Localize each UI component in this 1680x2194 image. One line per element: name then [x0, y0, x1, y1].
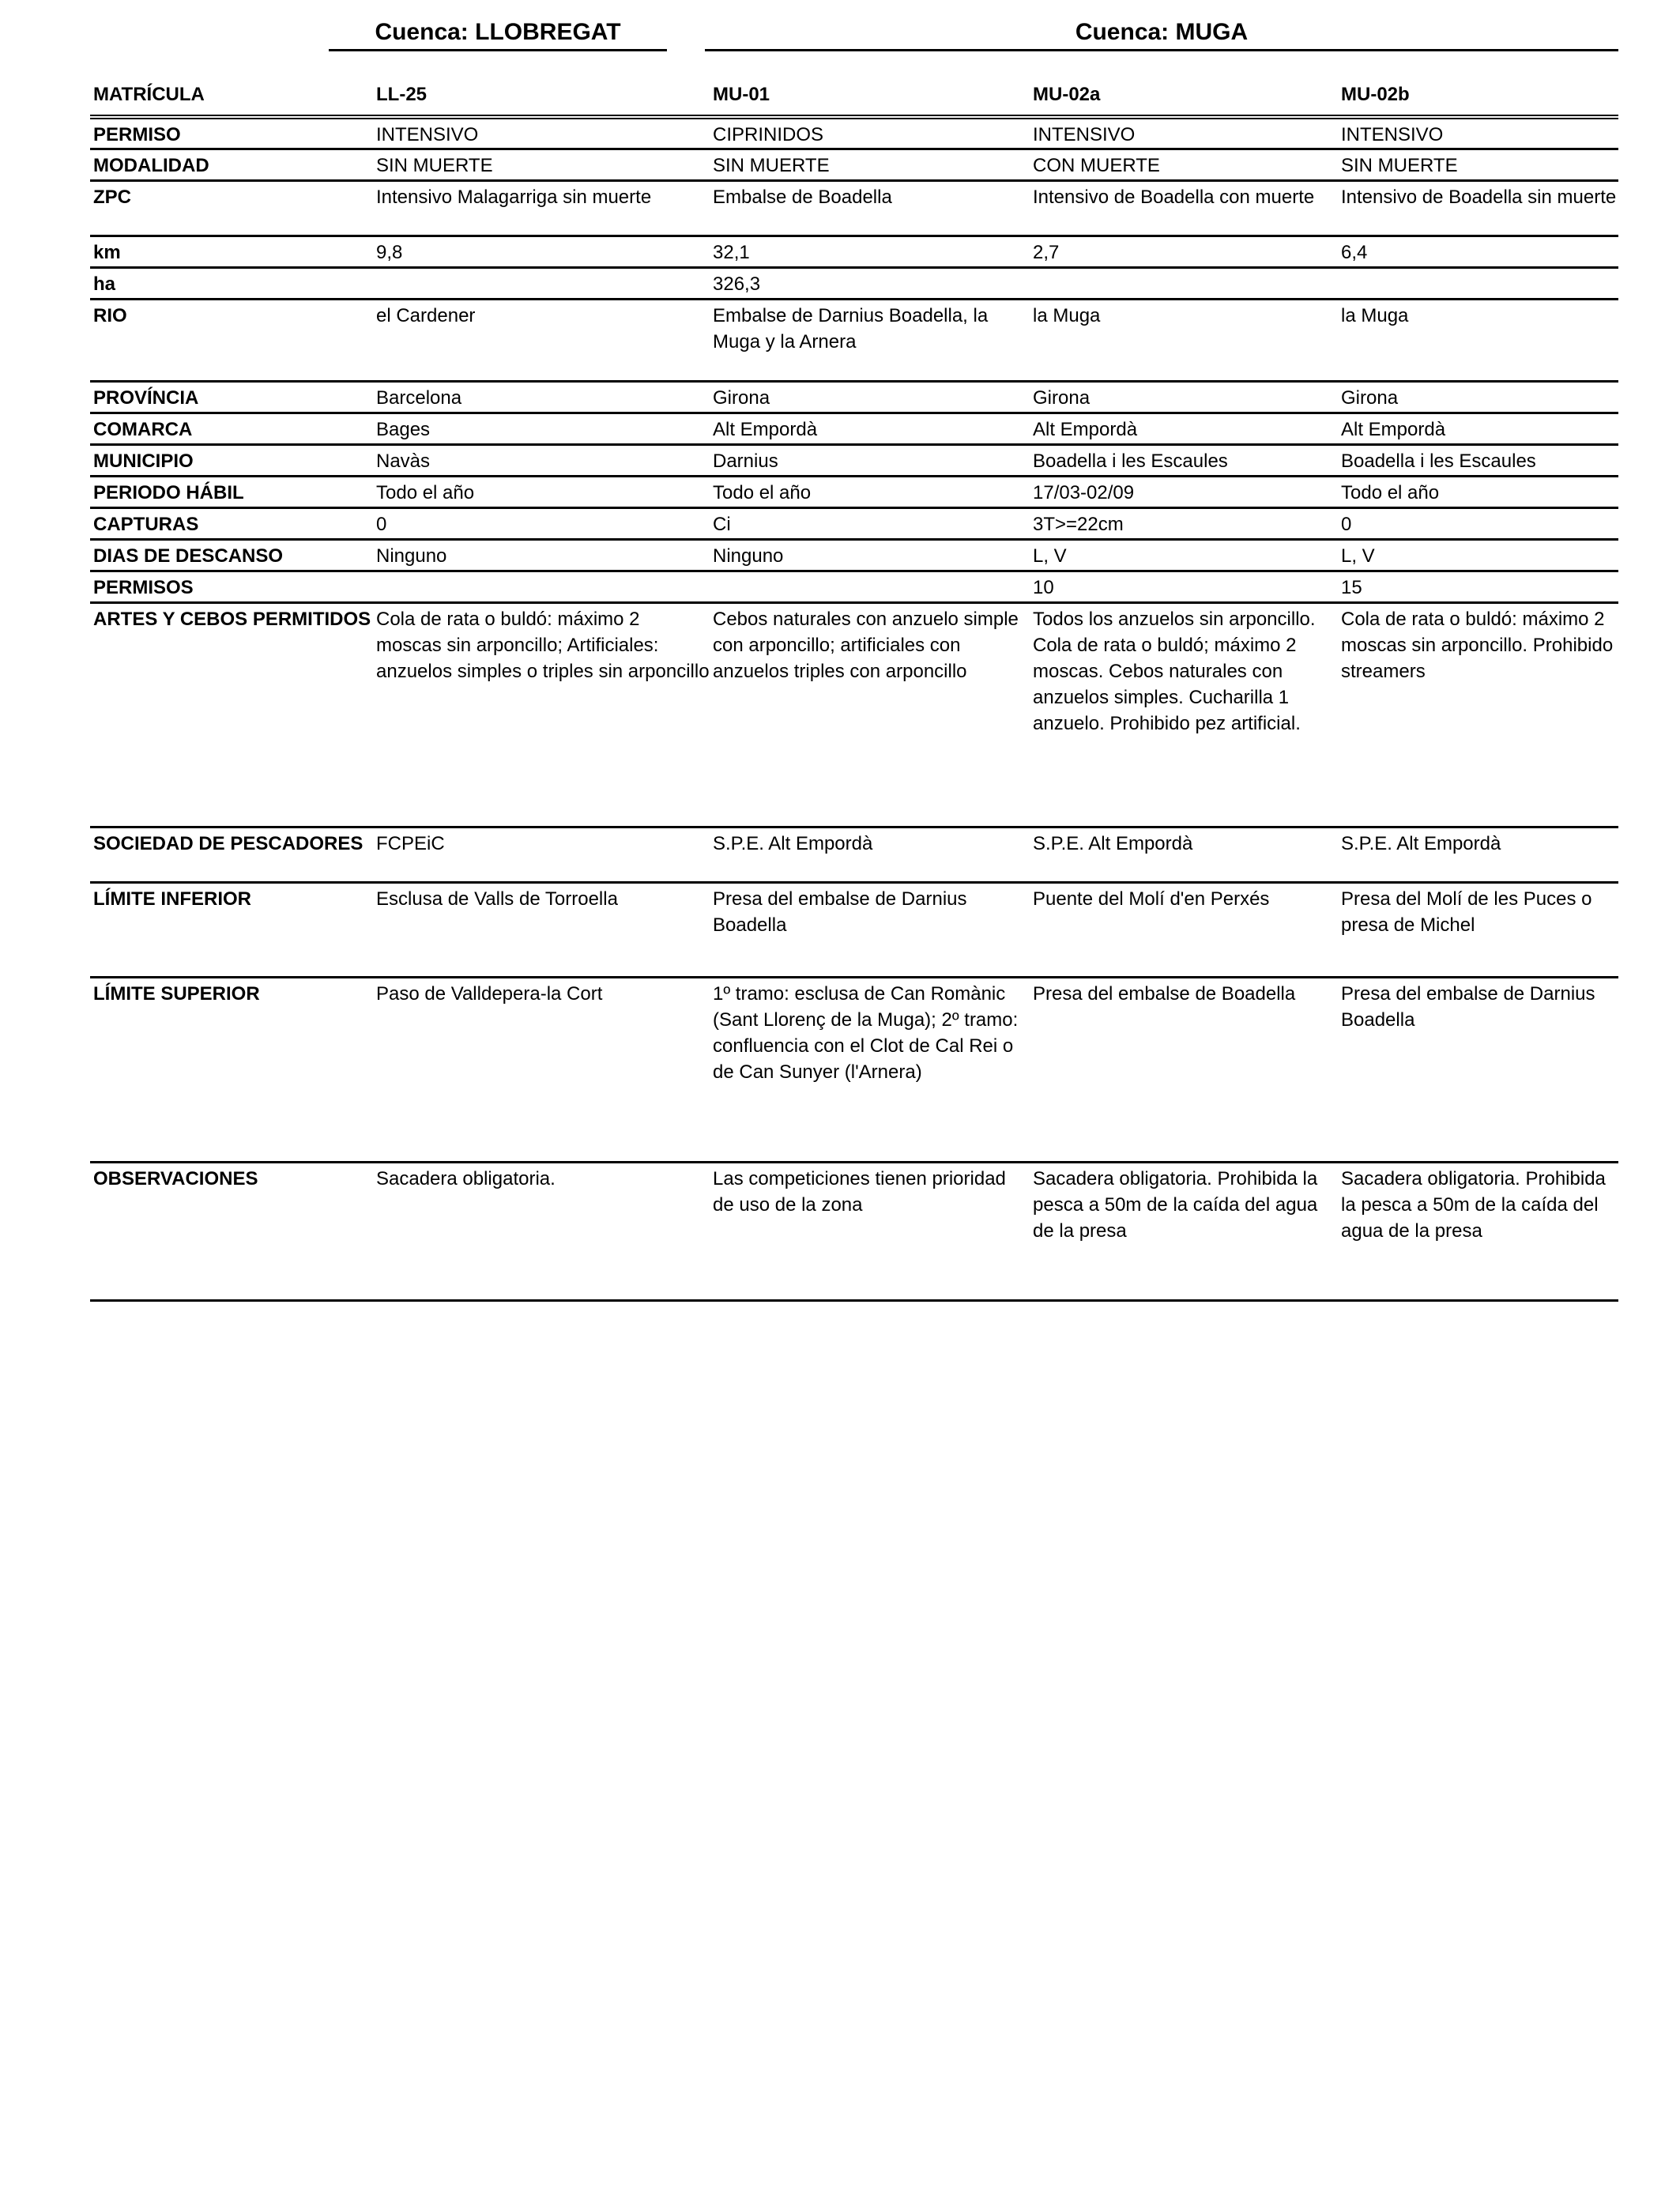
table-cell: CON MUERTE [1033, 155, 1160, 176]
table-cell: 3T>=22cm [1033, 514, 1124, 535]
table-row [90, 300, 1618, 382]
row-label: PROVÍNCIA [93, 387, 199, 409]
row-label: PERMISOS [93, 577, 194, 598]
table-cell: Ci [713, 514, 731, 535]
header-col-mu01: MU-01 [713, 84, 770, 105]
table-cell: SIN MUERTE [1341, 155, 1458, 176]
table-cell: Barcelona [376, 387, 462, 409]
table-cell: Intensivo de Boadella con muerte [1033, 187, 1315, 208]
table-header-row [90, 79, 1618, 117]
row-label: LÍMITE SUPERIOR [93, 983, 260, 1005]
table-cell: Ninguno [713, 545, 784, 567]
table-cell: S.P.E. Alt Empordà [1033, 833, 1193, 854]
table-cell: Girona [1033, 387, 1090, 409]
table-row [90, 117, 1618, 149]
row-label: COMARCA [93, 419, 193, 440]
row-label: MUNICIPIO [93, 450, 194, 472]
table-row [90, 413, 1618, 445]
table-cell: Girona [1341, 387, 1399, 409]
table-row [90, 1163, 1618, 1301]
table-row [90, 445, 1618, 477]
table-row [90, 571, 1618, 603]
table-cell: Todo el año [376, 482, 475, 503]
table-cell: Boadella i les Escaules [1341, 450, 1536, 472]
table-cell: Bages [376, 419, 431, 440]
table-cell: 6,4 [1341, 242, 1368, 263]
header-col-mu02b: MU-02b [1341, 84, 1410, 105]
table-cell: L, V [1033, 545, 1067, 567]
table-row [90, 382, 1618, 413]
table-cell: Sacadera obligatoria. Prohibida la pesca a 50m de la caída del agua de la presa [1033, 1168, 1318, 1242]
row-label: ARTES Y CEBOS PERMITIDOS [93, 609, 371, 630]
table-cell: 32,1 [713, 242, 750, 263]
table-cell: Sacadera obligatoria. Prohibida la pesca a 50m de la caída del agua de la presa [1341, 1168, 1606, 1242]
table-cell [373, 571, 710, 603]
table-cell: Intensivo Malagarriga sin muerte [376, 187, 652, 208]
table-row [90, 181, 1618, 236]
row-label: km [93, 242, 121, 263]
row-label: ZPC [93, 187, 131, 208]
table-cell: 9,8 [376, 242, 403, 263]
table-cell: INTENSIVO [1341, 124, 1444, 145]
table-cell: INTENSIVO [376, 124, 479, 145]
table-cell: Todos los anzuelos sin arponcillo. Cola de rata o buldó; máximo 2 moscas. Cebos naturales con anzuelos simples. Cucharilla 1 anzuelo. Prohibido pez artificial. [1033, 609, 1316, 734]
table-row [90, 508, 1618, 540]
table-cell: Cola de rata o buldó: máximo 2 moscas sin arponcillo. Prohibido streamers [1341, 609, 1614, 682]
table-cell: Puente del Molí d'en Perxés [1033, 888, 1270, 910]
table-cell [1338, 268, 1618, 300]
table-cell: S.P.E. Alt Empordà [713, 833, 873, 854]
table-cell: Presa del Molí de les Puces o presa de Michel [1341, 888, 1592, 936]
table-cell: INTENSIVO [1033, 124, 1136, 145]
table-row [90, 268, 1618, 300]
table-cell: 326,3 [713, 273, 761, 295]
header-col-ll25: LL-25 [376, 84, 428, 105]
table-cell: la Muga [1341, 305, 1409, 326]
table-cell: Presa del embalse de Darnius Boadella [713, 888, 967, 936]
header-label: MATRÍCULA [93, 84, 205, 105]
table-row [90, 978, 1618, 1163]
table-row [90, 477, 1618, 508]
row-label: PERIODO HÁBIL [93, 482, 244, 503]
table-cell: Sacadera obligatoria. [376, 1168, 556, 1189]
table-cell: 1º tramo: esclusa de Can Romànic (Sant Llorenç de la Muga); 2º tramo: confluencia con el Clot de Cal Rei o de Can Sunyer (l'Arnera) [713, 983, 1019, 1083]
table-cell: 15 [1341, 577, 1362, 598]
table-cell: Alt Empordà [713, 419, 818, 440]
basin-title-muga: Cuenca: MUGA [705, 17, 1618, 51]
table-cell: Presa del embalse de Darnius Boadella [1341, 983, 1595, 1031]
table-cell: 10 [1033, 577, 1054, 598]
table-cell: Paso de Valldepera-la Cort [376, 983, 603, 1005]
table-row [90, 540, 1618, 571]
table-cell: Girona [713, 387, 770, 409]
row-label: CAPTURAS [93, 514, 199, 535]
table-row [90, 603, 1618, 827]
table-cell: CIPRINIDOS [713, 124, 824, 145]
row-label: SOCIEDAD DE PESCADORES [93, 833, 363, 854]
table-row [90, 236, 1618, 268]
table-cell [373, 268, 710, 300]
table-cell: 0 [1341, 514, 1352, 535]
table-cell: Embalse de Darnius Boadella, la Muga y la Arnera [713, 305, 989, 352]
table-cell: 0 [376, 514, 387, 535]
table-cell: Navàs [376, 450, 431, 472]
table-cell: Darnius [713, 450, 778, 472]
table-row [90, 883, 1618, 978]
table-cell: Boadella i les Escaules [1033, 450, 1228, 472]
row-label: ha [93, 273, 116, 295]
row-label: RIO [93, 305, 127, 326]
row-label: OBSERVACIONES [93, 1168, 258, 1189]
table-cell: FCPEiC [376, 833, 445, 854]
table-cell: 17/03-02/09 [1033, 482, 1135, 503]
row-label: PERMISO [93, 124, 181, 145]
table-row [90, 827, 1618, 883]
table-cell: L, V [1341, 545, 1375, 567]
row-label: DIAS DE DESCANSO [93, 545, 284, 567]
table-cell: Alt Empordà [1033, 419, 1138, 440]
fishing-zones-table [90, 79, 1618, 1302]
table-cell: Cebos naturales con anzuelo simple con arponcillo; artificiales con anzuelos triples con arponcillo [713, 609, 1019, 682]
table-cell: Esclusa de Valls de Torroella [376, 888, 618, 910]
table-cell: Alt Empordà [1341, 419, 1446, 440]
table-cell: Las competiciones tienen prioridad de uso de la zona [713, 1168, 1006, 1216]
header-col-mu02a: MU-02a [1033, 84, 1101, 105]
table-cell [1030, 268, 1338, 300]
table-cell: S.P.E. Alt Empordà [1341, 833, 1501, 854]
table-cell: SIN MUERTE [713, 155, 830, 176]
table-cell: Intensivo de Boadella sin muerte [1341, 187, 1617, 208]
table-cell [710, 571, 1030, 603]
row-label: MODALIDAD [93, 155, 209, 176]
basin-title-llobregat: Cuenca: LLOBREGAT [329, 17, 667, 51]
table-cell: el Cardener [376, 305, 476, 326]
table-row [90, 149, 1618, 181]
table-cell: Ninguno [376, 545, 447, 567]
table-cell: la Muga [1033, 305, 1101, 326]
table-cell: Todo el año [713, 482, 812, 503]
table-cell: SIN MUERTE [376, 155, 493, 176]
row-label: LÍMITE INFERIOR [93, 888, 251, 910]
table-cell: Presa del embalse de Boadella [1033, 983, 1296, 1005]
table-cell: Cola de rata o buldó: máximo 2 moscas sin arponcillo; Artificiales: anzuelos simples o triples sin arponcillo [376, 609, 710, 682]
table-cell: Todo el año [1341, 482, 1440, 503]
table-cell: 2,7 [1033, 242, 1060, 263]
table-cell: Embalse de Boadella [713, 187, 892, 208]
